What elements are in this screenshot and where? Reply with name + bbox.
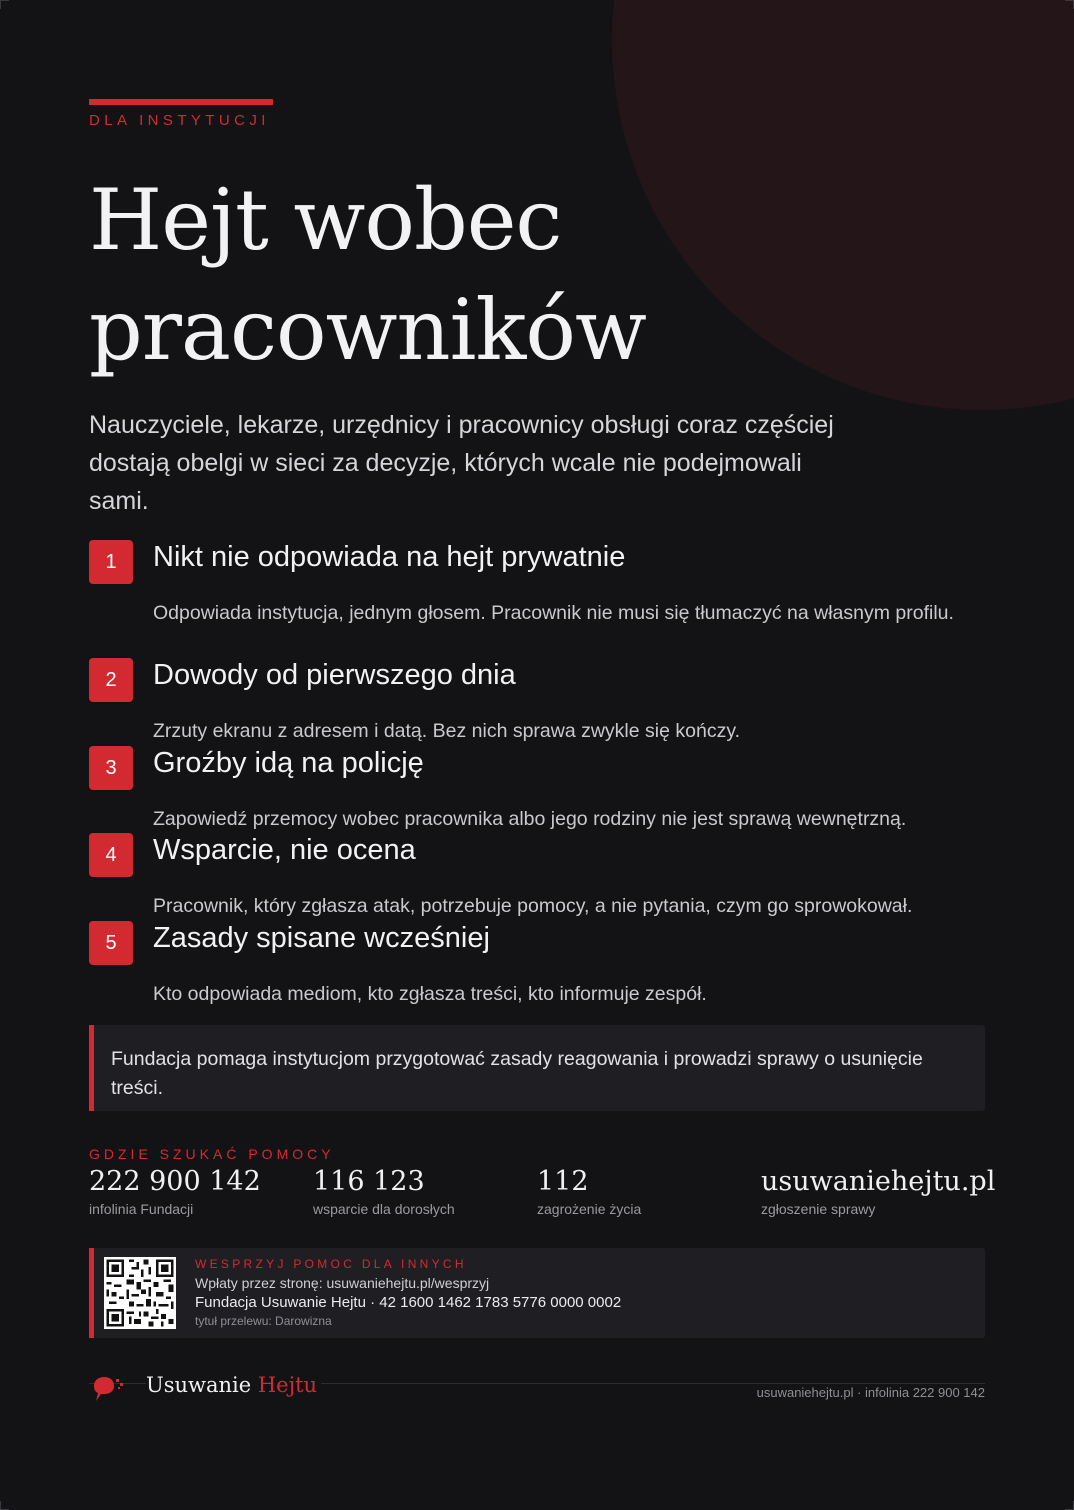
lead-paragraph: Nauczyciele, lekarze, urzędnicy i pracownicy obsługi coraz częściej dostają obelgi w sieci za decyzje, których wcale nie podejmowali sami.	[89, 411, 834, 515]
help-section-label: GDZIE SZUKAĆ POMOCY	[89, 1146, 335, 1162]
contact-value: usuwaniehejtu.pl	[761, 1166, 996, 1197]
donation-panel	[89, 1248, 985, 1338]
item-number-badge: 1	[89, 540, 133, 584]
crop-mark	[0, 0, 9, 9]
info-callout	[89, 1025, 985, 1111]
contact-caption: wsparcie dla dorosłych	[313, 1201, 455, 1217]
qr-code	[104, 1257, 176, 1329]
item-description: Odpowiada instytucja, jednym głosem. Pracownik nie musi się tłumaczyć na własnym profilu.	[153, 602, 954, 624]
item-description: Kto odpowiada mediom, kto zgłasza treści, kto informuje zespół.	[153, 983, 707, 1005]
item-title: Dowody od pierwszego dnia	[153, 659, 516, 691]
speech-bubble-icon	[92, 1376, 126, 1409]
crop-mark	[1065, 1501, 1074, 1510]
item-description: Zapowiedź przemocy wobec pracownika albo jego rodziny nie jest sprawą wewnętrzną.	[153, 808, 907, 830]
item-description: Zrzuty ekranu z adresem i datą. Bez nich sprawa zwykle się kończy.	[153, 720, 741, 742]
contact-value: 222 900 142	[89, 1166, 261, 1197]
callout-accent-bar	[89, 1025, 94, 1111]
contact-value: 116 123	[313, 1166, 425, 1197]
item-number-badge: 2	[89, 658, 133, 702]
item-title: Wsparcie, nie ocena	[153, 834, 416, 866]
item-title: Groźby idą na policję	[153, 747, 424, 779]
panel-accent-bar	[89, 1248, 94, 1338]
contact-emergency	[537, 1166, 641, 1217]
crop-mark	[1065, 0, 1074, 9]
contact-caption: zagrożenie życia	[537, 1201, 642, 1217]
contact-adult-support	[313, 1166, 455, 1217]
contact-caption: zgłoszenie sprawy	[761, 1201, 876, 1217]
crop-mark	[0, 1501, 9, 1510]
footer-contact: usuwaniehejtu.pl · infolinia 222 900 142	[756, 1385, 985, 1400]
callout-text: Fundacja pomaga instytucjom przygotować zasady reagowania i prowadzi sprawy o usunięcie treści.	[111, 1048, 923, 1099]
eyebrow-label: DLA INSTYTUCJI	[89, 112, 270, 129]
donation-website: Wpłaty przez stronę: usuwaniehejtu.pl/wesprzyj	[195, 1275, 490, 1291]
item-title: Nikt nie odpowiada na hejt prywatnie	[153, 541, 626, 573]
item-title: Zasady spisane wcześniej	[153, 922, 490, 954]
title-line-1: Hejt wobec	[89, 171, 562, 269]
brand-logo-text	[146, 1373, 321, 1397]
title-line-2: pracowników	[89, 281, 646, 379]
item-description: Pracownik, który zgłasza atak, potrzebuje pomocy, a nie pytania, czym go sprowokował.	[153, 895, 913, 917]
contact-hotline	[89, 1166, 261, 1217]
contact-value: 112	[537, 1166, 589, 1197]
donation-account: Fundacja Usuwanie Hejtu · 42 1600 1462 1783 5776 0000 0002	[195, 1294, 622, 1311]
donation-label: WESPRZYJ POMOC DLA INNYCH	[195, 1257, 467, 1271]
page-title	[89, 165, 646, 385]
accent-bar	[89, 99, 273, 105]
brand-name-part1: Usuwanie	[146, 1373, 258, 1397]
contact-caption: infolinia Fundacji	[89, 1201, 194, 1217]
contact-website	[761, 1166, 995, 1217]
decorative-circle	[612, 0, 1074, 410]
item-number-badge: 3	[89, 746, 133, 790]
item-number-badge: 4	[89, 833, 133, 877]
item-number-badge: 5	[89, 921, 133, 965]
brand-name-part2: Hejtu	[257, 1373, 318, 1397]
donation-transfer-title: tytuł przelewu: Darowizna	[195, 1314, 332, 1328]
